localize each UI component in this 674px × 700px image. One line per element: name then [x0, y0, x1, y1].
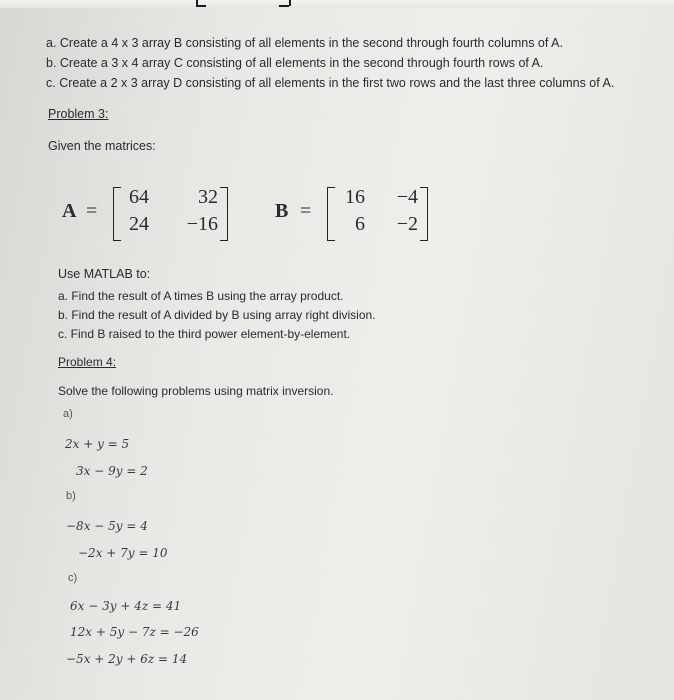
top-edge-mark	[279, 5, 289, 7]
equation: 6x − 3y + 4z = 41	[70, 599, 182, 613]
top-edge-mark	[196, 5, 206, 7]
problem4-title: Problem 4:	[58, 355, 117, 369]
matrix-b-right-bracket	[420, 187, 428, 241]
matrix-a-cell: 24	[129, 213, 149, 235]
problem2-part-b: b. Create a 3 x 4 array C consisting of all elements in the second through fourth rows of A.	[46, 56, 544, 70]
equation: −5x + 2y + 6z = 14	[66, 652, 188, 666]
equation: 3x − 9y = 2	[76, 464, 148, 478]
matrix-a-cell: 32	[198, 186, 218, 208]
problem3-title: Problem 3:	[48, 107, 109, 121]
problem2-part-a: a. Create a 4 x 3 array B consisting of all elements in the second through fourth columns of A.	[46, 36, 563, 50]
matrix-a-cell: −16	[186, 213, 218, 235]
equation: 2x + y = 5	[65, 437, 130, 451]
problem4-part-label: a)	[63, 408, 73, 420]
problem4-instruction: Solve the following problems using matrix inversion.	[58, 384, 334, 398]
matrix-b-equals: =	[300, 200, 312, 222]
matrix-b-cell: 16	[345, 186, 365, 208]
top-edge	[0, 0, 674, 8]
equation: 12x + 5y − 7z = −26	[70, 625, 199, 639]
matrix-a-right-bracket	[220, 187, 228, 241]
matrix-b-cell: 6	[355, 213, 365, 235]
matrix-a-equals: =	[86, 200, 98, 222]
equation: −2x + 7y = 10	[78, 546, 168, 560]
problem3-part-b: b. Find the result of A divided by B using array right division.	[58, 308, 376, 322]
problem3-part-c: c. Find B raised to the third power element-by-element.	[58, 327, 351, 341]
problem3-part-a: a. Find the result of A times B using the array product.	[58, 289, 344, 303]
matrix-b-cell: −4	[396, 186, 418, 208]
top-edge-mark	[289, 0, 291, 6]
problem3-given: Given the matrices:	[48, 139, 156, 153]
matrix-b-cell: −2	[396, 213, 418, 235]
matrix-a-label: A	[62, 200, 77, 222]
matrix-a-cell: 64	[129, 186, 149, 208]
matrix-b-label: B	[275, 200, 289, 222]
problem4-part-label: b)	[66, 490, 76, 502]
problem2-part-c: c. Create a 2 x 3 array D consisting of all elements in the first two rows and the last three columns of A.	[46, 76, 615, 90]
equation: −8x − 5y = 4	[66, 519, 148, 533]
problem3-use-matlab: Use MATLAB to:	[58, 267, 151, 281]
problem4-part-label: c)	[68, 572, 78, 584]
